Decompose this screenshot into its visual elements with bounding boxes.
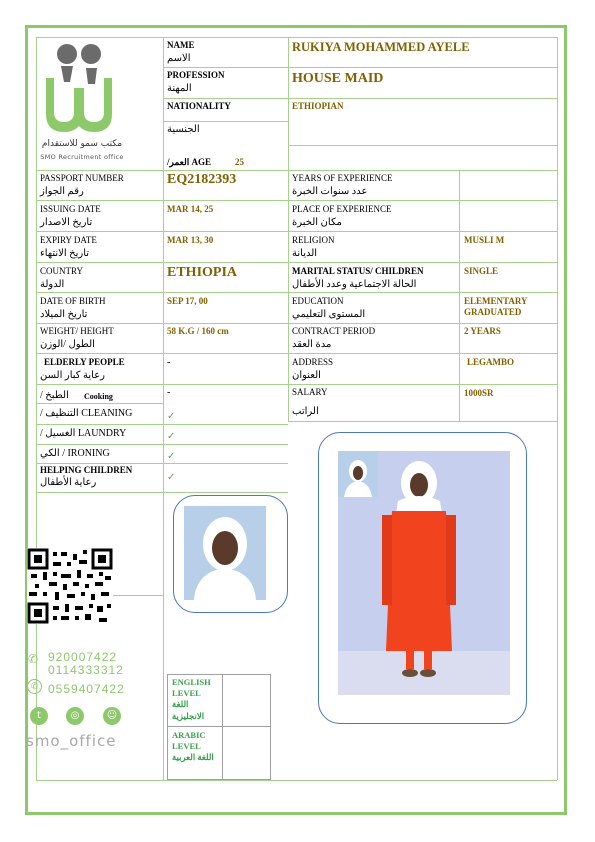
cleaning-label: / التنظيف CLEANING bbox=[40, 408, 133, 419]
religion-value: MUSLI M bbox=[464, 235, 505, 245]
cooking-value: - bbox=[167, 387, 171, 398]
country-label-ar: الدولة bbox=[40, 279, 65, 290]
profession-value: HOUSE MAID bbox=[292, 71, 384, 86]
nationality-value: ETHIOPIAN bbox=[292, 101, 344, 111]
name-label-ar: الاسم bbox=[167, 53, 191, 64]
elderly-value: - bbox=[167, 357, 171, 368]
children-value: ✓ bbox=[167, 472, 176, 483]
cooking-label: Cooking bbox=[84, 392, 113, 401]
snapchat-icon[interactable]: ☺ bbox=[103, 707, 121, 725]
english-label-2: LEVEL bbox=[172, 688, 201, 698]
english-label-3: اللغة bbox=[172, 699, 189, 709]
social-handle: smo_office bbox=[26, 732, 117, 750]
arabic-label-3: اللغة العربية bbox=[172, 752, 214, 762]
cooking-label-ar: / الطبخ bbox=[40, 390, 69, 401]
logo-brand-en: SMO Recruitment office bbox=[40, 153, 124, 161]
education-label-ar: المستوى التعليمي bbox=[292, 309, 366, 320]
country-label: COUNTRY bbox=[40, 266, 84, 276]
cleaning-value: ✓ bbox=[167, 411, 176, 422]
laundry-label: / الغسيل LAUNDRY bbox=[40, 428, 127, 439]
instagram-icon[interactable]: ◎ bbox=[66, 707, 84, 725]
expiry-value: MAR 13, 30 bbox=[167, 235, 214, 245]
weight-height-label-ar: الطول /الوزن bbox=[40, 339, 95, 350]
whatsapp-icon: ✆ bbox=[27, 679, 42, 694]
elderly-label: ELDERLY PEOPLE bbox=[44, 357, 125, 367]
salary-label-ar: الراتب bbox=[292, 406, 319, 417]
nationality-label: NATIONALITY bbox=[167, 101, 231, 111]
religion-label-ar: الديانة bbox=[292, 248, 318, 259]
name-value: RUKIYA MOHAMMED AYELE bbox=[292, 40, 470, 54]
passport-label: PASSPORT NUMBER bbox=[40, 173, 124, 183]
portrait-photo-frame bbox=[173, 495, 288, 613]
dob-label: DATE OF BIRTH bbox=[40, 296, 106, 306]
name-label: NAME bbox=[167, 40, 195, 50]
passport-label-ar: رقم الجواز bbox=[40, 186, 84, 197]
issuing-value: MAR 14, 25 bbox=[167, 204, 214, 214]
salary-label: SALARY bbox=[292, 387, 328, 397]
dob-label-ar: تاريخ الميلاد bbox=[40, 309, 88, 320]
contract-label: CONTRACT PERIOD bbox=[292, 326, 376, 336]
age-value: 25 bbox=[235, 157, 244, 167]
years-exp-label-ar: عدد سنوات الخبرة bbox=[292, 186, 368, 197]
english-label-4: الانجليزية bbox=[172, 711, 205, 721]
elderly-label-ar: رعاية كبار السن bbox=[40, 370, 105, 381]
profession-label-ar: المهنة bbox=[167, 83, 192, 94]
smo-logo-icon bbox=[40, 42, 120, 134]
passport-value: EQ2182393 bbox=[167, 172, 237, 187]
laundry-value: ✓ bbox=[167, 431, 176, 442]
weight-height-value: 58 K.G / 160 cm bbox=[167, 326, 229, 336]
profession-label: PROFESSION bbox=[167, 70, 225, 80]
marital-value: SINGLE bbox=[464, 266, 499, 276]
arabic-label-2: LEVEL bbox=[172, 741, 201, 751]
address-value: LEGAMBO bbox=[467, 357, 515, 367]
full-body-photo bbox=[338, 451, 510, 695]
nationality-label-ar: الجنسية bbox=[167, 124, 200, 135]
expiry-label-ar: تاريخ الانتهاء bbox=[40, 248, 90, 259]
phone-number-3: 0559407422 bbox=[48, 682, 125, 696]
arabic-label-1: ARABIC bbox=[172, 730, 206, 740]
twitter-icon[interactable]: t bbox=[30, 707, 48, 725]
logo-brand-ar: مكتب سمو للاستقدام bbox=[41, 139, 123, 149]
phone-number-1: 920007422 bbox=[48, 650, 118, 664]
issuing-label-ar: تاريخ الاصدار bbox=[40, 217, 93, 228]
education-label: EDUCATION bbox=[292, 296, 344, 306]
ironing-value: ✓ bbox=[167, 451, 176, 462]
phone-number-2: 0114333312 bbox=[48, 663, 124, 677]
address-label-ar: العنوان bbox=[292, 370, 321, 381]
education-value-2: GRADUATED bbox=[464, 307, 522, 317]
qr-code-icon bbox=[27, 548, 113, 624]
age-label: /العمر AGE bbox=[167, 157, 212, 167]
dob-value: SEP 17, 00 bbox=[167, 296, 208, 306]
portrait-photo bbox=[184, 506, 266, 600]
english-label-1: ENGLISH bbox=[172, 677, 211, 687]
salary-value: 1000SR bbox=[464, 388, 494, 398]
years-exp-label: YEARS OF EXPERIENCE bbox=[292, 173, 393, 183]
children-label-ar: رعاية الأطفال bbox=[40, 477, 97, 488]
religion-label: RELIGION bbox=[292, 235, 335, 245]
address-label: ADDRESS bbox=[292, 357, 334, 367]
phone-icon: ✆ bbox=[28, 652, 39, 666]
children-label: HELPING CHILDREN bbox=[40, 465, 133, 475]
ironing-label: الكي / IRONING bbox=[40, 448, 110, 459]
contract-value: 2 YEARS bbox=[464, 326, 501, 336]
issuing-label: ISSUING DATE bbox=[40, 204, 101, 214]
place-exp-label-ar: مكان الخبرة bbox=[292, 217, 342, 228]
country-value: ETHIOPIA bbox=[167, 265, 238, 280]
expiry-label: EXPIRY DATE bbox=[40, 235, 97, 245]
contract-label-ar: مدة العقد bbox=[292, 339, 332, 350]
full-body-photo-frame bbox=[318, 432, 527, 724]
marital-label-ar: الحالة الاجتماعية وعدد الأطفال bbox=[292, 279, 417, 290]
education-value-1: ELEMENTARY bbox=[464, 296, 528, 306]
weight-height-label: WEIGHT/ HEIGHT bbox=[40, 326, 114, 336]
marital-label: MARITAL STATUS/ CHILDREN bbox=[292, 266, 424, 276]
place-exp-label: PLACE OF EXPERIENCE bbox=[292, 204, 392, 214]
